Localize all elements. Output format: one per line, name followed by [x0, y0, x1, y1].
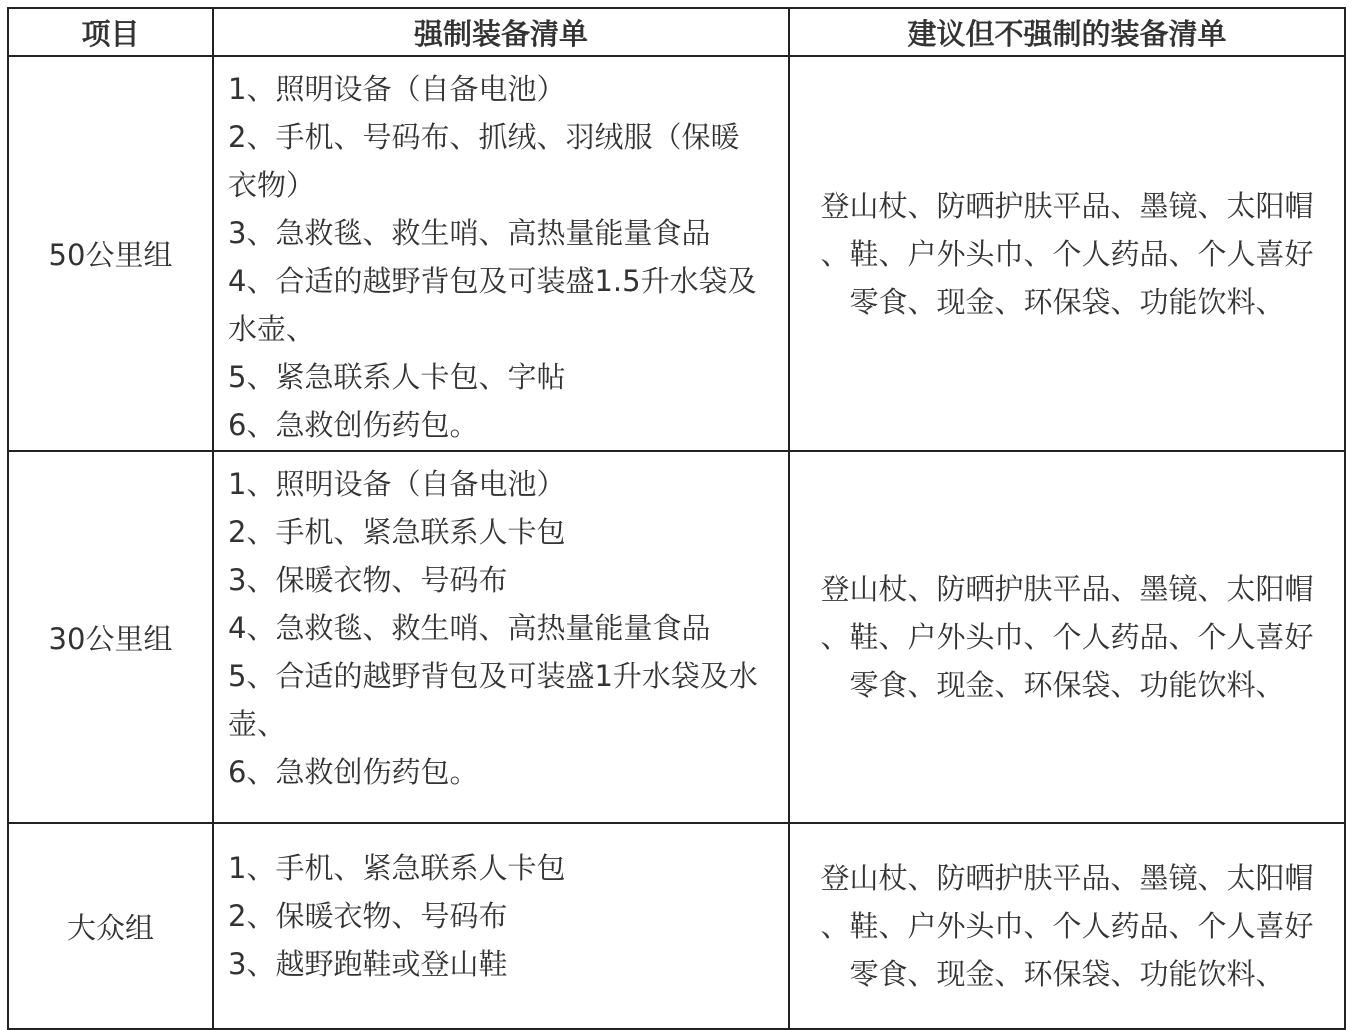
equipment-table [7, 7, 1346, 1030]
required-item: 6、急救创伤药包。 [228, 755, 479, 789]
optional-line: 登山杖、防晒护肤平品、墨镜、太阳帽 [820, 188, 1314, 223]
required-gear-cell [213, 451, 789, 823]
required-gear-cell [213, 56, 789, 451]
header-required-gear: 强制装备清单 [213, 8, 789, 56]
optional-line: 零食、现金、环保袋、功能饮料、 [849, 284, 1285, 319]
optional-line: 、鞋、户外头巾、个人药品、个人喜好 [820, 236, 1314, 271]
required-item: 4、合适的越野背包及可装盛1.5升水袋及 [228, 264, 757, 298]
optional-line: 登山杖、防晒护肤平品、墨镜、太阳帽 [820, 861, 1314, 895]
required-item: 2、保暖衣物、号码布 [228, 899, 508, 933]
optional-line: 零食、现金、环保袋、功能饮料、 [849, 668, 1285, 702]
required-item: 3、保暖衣物、号码布 [228, 563, 508, 597]
required-item: 1、手机、紧急联系人卡包 [228, 851, 566, 885]
optional-gear-cell [789, 451, 1345, 823]
required-item: 3、急救毯、救生哨、高热量能量食品 [228, 216, 711, 250]
required-item: 4、急救毯、救生哨、高热量能量食品 [228, 611, 711, 645]
group-name-cell: 大众组 [8, 823, 213, 1029]
required-item: 2、手机、紧急联系人卡包 [228, 515, 566, 549]
required-item: 1、照明设备（自备电池） [228, 467, 566, 501]
optional-line: 零食、现金、环保袋、功能饮料、 [849, 957, 1285, 991]
required-item: 水壶、 [228, 312, 316, 346]
optional-gear-cell [789, 56, 1345, 451]
table-row-30km [8, 451, 1345, 823]
group-name-cell: 50公里组 [8, 56, 213, 451]
header-optional-gear: 建议但不强制的装备清单 [789, 8, 1345, 56]
required-item: 壶、 [228, 707, 287, 741]
table-row-50km [8, 56, 1345, 451]
optional-line: 、鞋、户外头巾、个人药品、个人喜好 [820, 909, 1314, 943]
group-name-cell: 30公里组 [8, 451, 213, 823]
required-item: 2、手机、号码布、抓绒、羽绒服（保暖 [228, 120, 740, 154]
header-item: 项目 [8, 8, 213, 56]
required-item: 6、急救创伤药包。 [228, 408, 479, 442]
header-row [8, 8, 1345, 56]
required-item: 5、合适的越野背包及可装盛1升水袋及水 [228, 659, 758, 693]
required-item: 3、越野跑鞋或登山鞋 [228, 947, 508, 981]
optional-line: 、鞋、户外头巾、个人药品、个人喜好 [820, 620, 1314, 654]
required-item: 衣物） [228, 168, 316, 202]
table-row-mass-group [8, 823, 1345, 1029]
required-item: 1、照明设备（自备电池） [228, 72, 566, 106]
required-item: 5、紧急联系人卡包、字帖 [228, 360, 566, 394]
optional-gear-cell [789, 823, 1345, 1029]
optional-line: 登山杖、防晒护肤平品、墨镜、太阳帽 [820, 572, 1314, 606]
required-gear-cell [213, 823, 789, 1029]
